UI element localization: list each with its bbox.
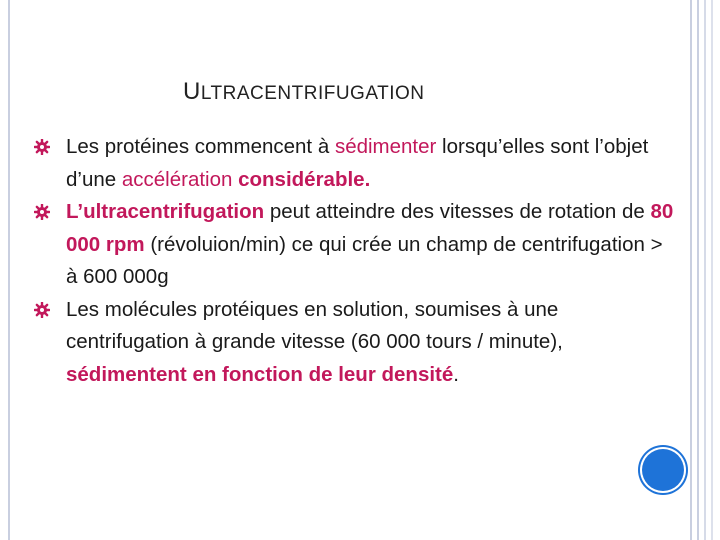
frame-right-line	[704, 0, 706, 540]
bullet-text: Les molécules protéiques en solution, soumises à une centrifugation à grande vitesse (60 000 tours / minute),	[66, 297, 563, 353]
bullet-list	[34, 131, 674, 391]
highlight-text: 80 000 rpm	[66, 200, 674, 256]
bullet-text: (révoluion/min) ce qui crée un champ de centrifugation > à 600 000g	[66, 232, 663, 288]
bullet-item	[34, 131, 674, 196]
bullet-text: lorsqu’elles sont l’objet d’une	[66, 135, 649, 191]
bullet-text: peut atteindre des vitesses de rotation de	[264, 200, 651, 223]
highlight-text: considérable.	[238, 167, 371, 191]
frame-right-line	[697, 0, 699, 540]
title-first-letter: U	[183, 78, 201, 105]
highlight-text: sédimenter	[334, 135, 437, 158]
gear-icon	[34, 204, 50, 220]
frame-right-line	[711, 0, 713, 540]
title-rest: LTRACENTRIFUGATION	[200, 83, 425, 104]
gear-icon	[34, 139, 50, 155]
bullet-text: .	[453, 362, 459, 386]
gear-icon	[34, 302, 50, 318]
frame-right-line	[690, 0, 692, 540]
bullet-item	[34, 294, 674, 392]
frame-left-line	[8, 0, 10, 540]
bullet-text: Les protéines commencent à	[66, 135, 335, 158]
circle-icon	[642, 449, 684, 491]
highlight-text: accélération	[121, 167, 233, 191]
slide-title	[183, 78, 424, 106]
bullet-item	[34, 196, 674, 294]
highlight-text: sédimentent en fonction de leur densité	[66, 362, 454, 386]
highlight-text: L’ultracentrifugation	[66, 200, 265, 223]
